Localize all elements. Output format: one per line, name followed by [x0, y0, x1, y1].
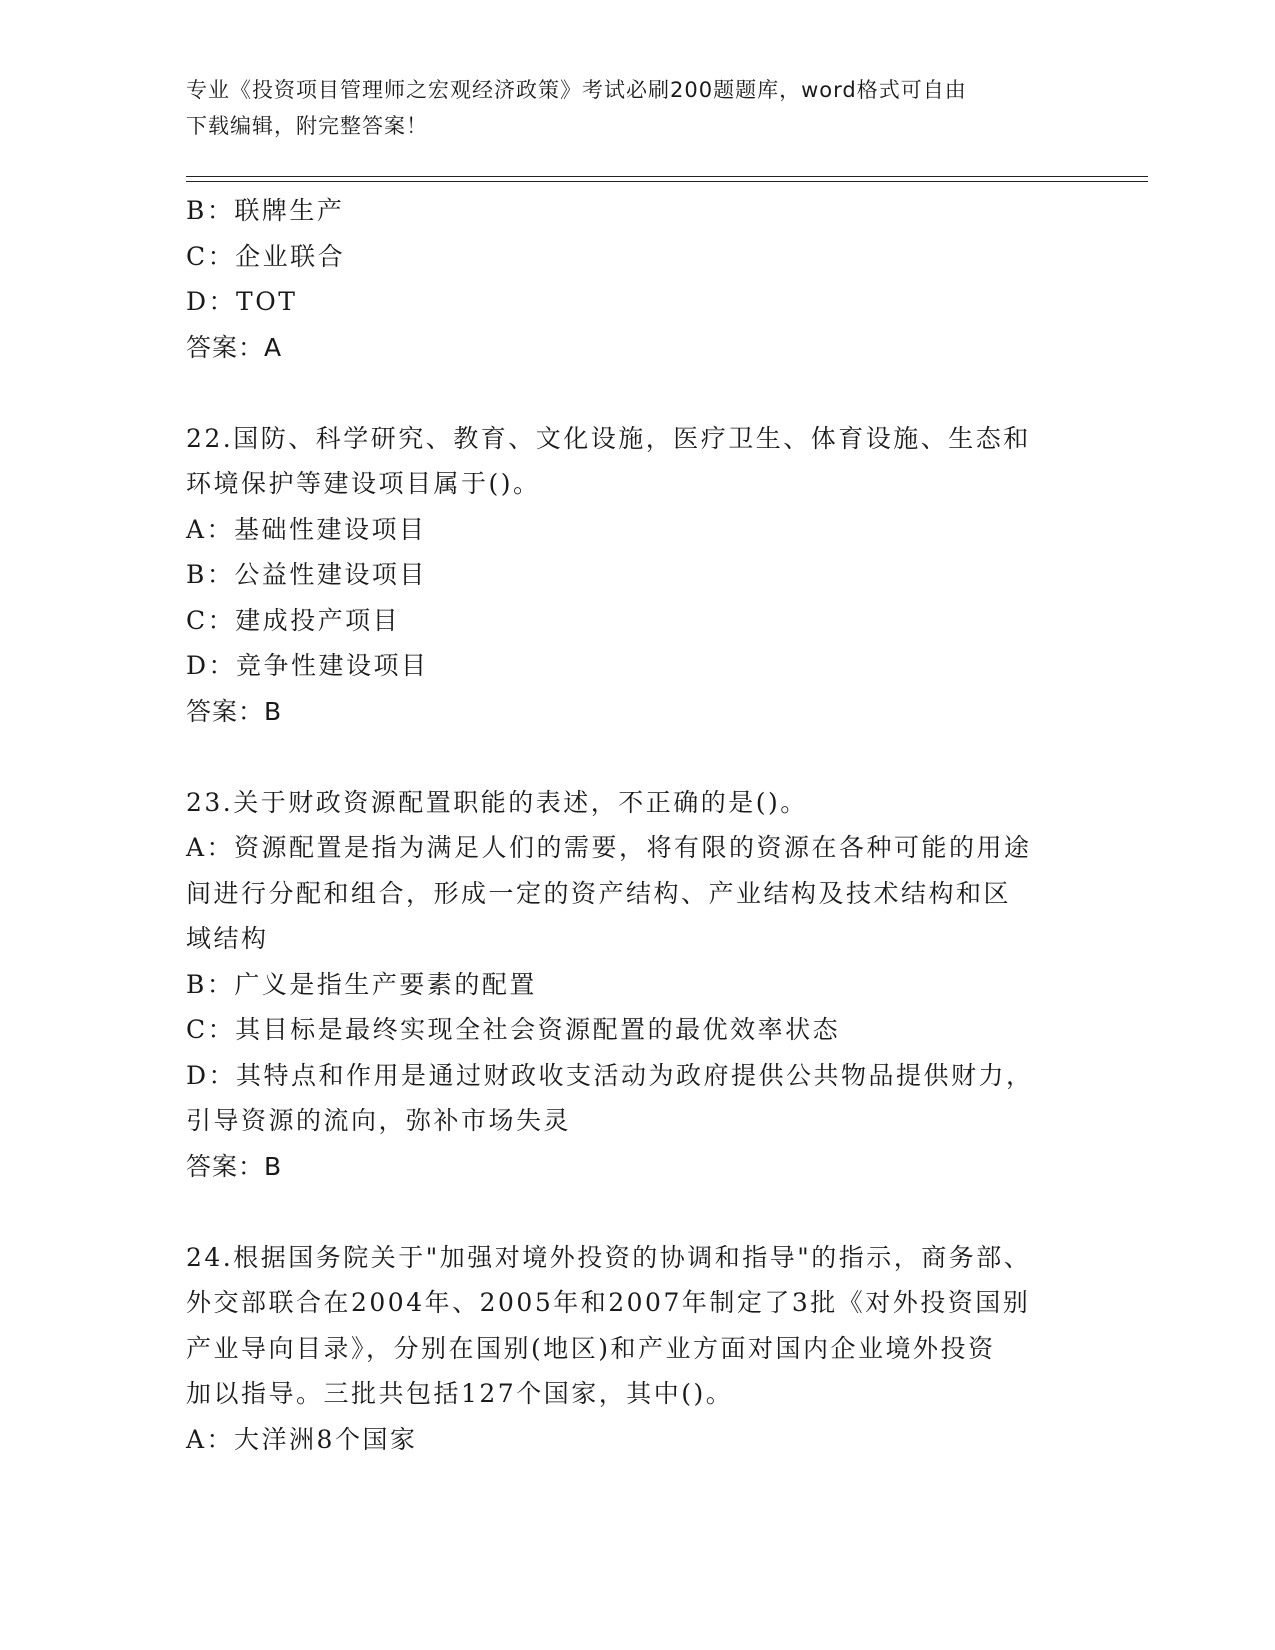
option-b: B：公益性建设项目 — [186, 560, 427, 589]
answer: 答案：B — [186, 696, 283, 726]
option-d: D：竞争性建设项目 — [186, 651, 429, 680]
option-c: C：其目标是最终实现全社会资源配置的最优效率状态 — [186, 1015, 841, 1044]
option-b: B：广义是指生产要素的配置 — [186, 969, 537, 999]
question-24 — [186, 1235, 1066, 1463]
question-21-tail — [186, 188, 1066, 370]
question-content — [186, 188, 1066, 1462]
option-a-line: A：资源配置是指为满足人们的需要，将有限的资源在各种可能的用途 — [186, 833, 1032, 862]
question-stem-line: 产业导向目录》，分别在国别(地区)和产业方面对国内企业境外投资 — [186, 1333, 996, 1363]
document-header — [186, 72, 1066, 144]
question-stem-line: 环境保护等建设项目属于()。 — [186, 469, 541, 498]
option-c: C：建成投产项目 — [186, 605, 401, 635]
answer: 答案：A — [186, 332, 283, 362]
option-c: C：企业联合 — [186, 241, 346, 271]
question-23 — [186, 780, 1066, 1190]
question-stem-line: 外交部联合在2004年、2005年和2007年制定了3批《对外投资国别 — [186, 1288, 1031, 1317]
option-a-line: 间进行分配和组合，形成一定的资产结构、产业结构及技术结构和区 — [186, 878, 1012, 908]
option-d-line: D：其特点和作用是通过财政收支活动为政府提供公共物品提供财力， — [186, 1060, 1034, 1090]
header-line-2: 下载编辑，附完整答案！ — [186, 114, 428, 138]
question-stem-line: 22.国防、科学研究、教育、文化设施，医疗卫生、体育设施、生态和 — [186, 423, 1031, 453]
option-a: A：基础性建设项目 — [186, 514, 427, 544]
question-stem-line: 加以指导。三批共包括127个国家，其中()。 — [186, 1379, 734, 1408]
option-a: A：大洋洲8个国家 — [186, 1424, 418, 1454]
question-22 — [186, 416, 1066, 735]
header-divider-top — [186, 176, 1148, 177]
spacer — [186, 734, 1066, 780]
option-a-line: 域结构 — [186, 924, 269, 953]
answer: 答案：B — [186, 1151, 283, 1181]
spacer — [186, 1189, 1066, 1235]
question-stem: 23.关于财政资源配置职能的表述，不正确的是()。 — [186, 787, 808, 817]
option-d-line: 引导资源的流向，弥补市场失灵 — [186, 1106, 572, 1135]
question-stem-line: 24.根据国务院关于"加强对境外投资的协调和指导"的指示，商务部、 — [186, 1242, 1032, 1272]
option-b: B：联牌生产 — [186, 196, 345, 225]
header-divider-bottom — [186, 181, 1148, 182]
header-line-1: 专业《投资项目管理师之宏观经济政策》考试必刷200题题库，word格式可自由 — [186, 78, 967, 102]
option-d: D：TOT — [186, 287, 298, 316]
spacer — [186, 370, 1066, 416]
